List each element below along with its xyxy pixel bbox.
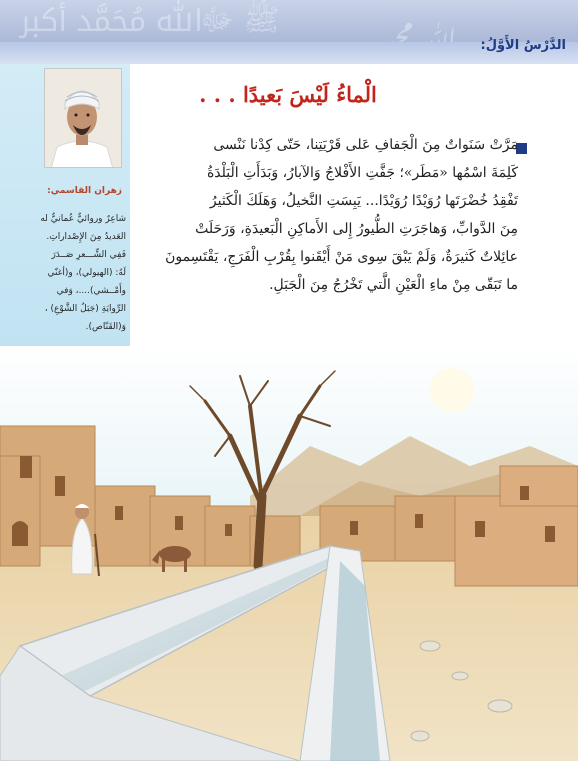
bio-line: لَهُ: (الهيولي)، و(أغنّي xyxy=(47,268,126,278)
paragraph-line: تَفْقِدُ خُضْرَتَها رُوَيْدًا رُوَيْدًا... يَبِسَتِ النَّخيلُ، وَهَلَكَ الْكَثيرُ xyxy=(209,193,518,209)
decor-calligraphy: ﷺ ﷻ xyxy=(200,3,280,38)
drought-village-scene xyxy=(0,346,578,761)
paragraph-line: كَلِمَةَ اسْمُها «مَطَر»؛ جَفَّتِ الأَفْلاجُ وَالآبارُ، وَبَدَأَتِ الْبَلْدَةُ xyxy=(206,165,518,181)
bio-line: العَديدُ مِنَ الإِصْداراتِ. xyxy=(46,232,126,242)
paragraph-line: مِنَ الدَّوابِّ، وَهاجَرَتِ الطُّيورُ إِلى الأَماكِنِ الْبَعيدَةِ، وَرَحَلَتْ xyxy=(195,221,518,237)
sun-icon xyxy=(430,368,474,412)
bio-line: وَ(القَنّاص). xyxy=(85,322,126,332)
page-title: الْماءُ لَيْسَ بَعيدًا . . . xyxy=(199,82,377,107)
bio-line: شاعِرٌ وروائيٌّ عُمانيٌّ له xyxy=(40,214,126,224)
paragraph-line: مَرَّتْ سَنَواتٌ مِنَ الْجَفافِ عَلى قَرْيَتِنا، حَتّى كِدْنا نَنْسى xyxy=(213,137,518,153)
header-banner xyxy=(0,0,578,64)
author-name: زهران القاسمي: xyxy=(47,186,122,196)
paragraph-line: ما تَبَقّى مِنْ ماءِ الْعَيْنِ الَّتي تَخْرُجُ مِنَ الْجَبَلِ. xyxy=(269,277,518,293)
paragraph-line: عائِلاتٌ كَثيرَةٌ، وَلَمْ يَبْقَ سِوى مَنْ أَيْقَنوا بِقُرْبِ الْفَرَجِ، يَقْتَسِمونَ xyxy=(165,249,518,265)
village-illustration xyxy=(0,346,578,761)
story-paragraph xyxy=(94,131,518,299)
bio-line: فَفِي الشِّـــعرِ صَــدَرَ xyxy=(51,250,126,260)
decor-calligraphy: ﷲ ﷴ ﷳ xyxy=(20,4,203,39)
bio-line: وأَمْــشي)....، وَفي xyxy=(56,286,126,296)
bio-line: الرِّوايَةِ (جَبَلُ الشَّوْعِ) ، xyxy=(44,304,126,314)
lesson-label: الدَّرْسُ الأَوَّلُ: xyxy=(480,38,566,53)
